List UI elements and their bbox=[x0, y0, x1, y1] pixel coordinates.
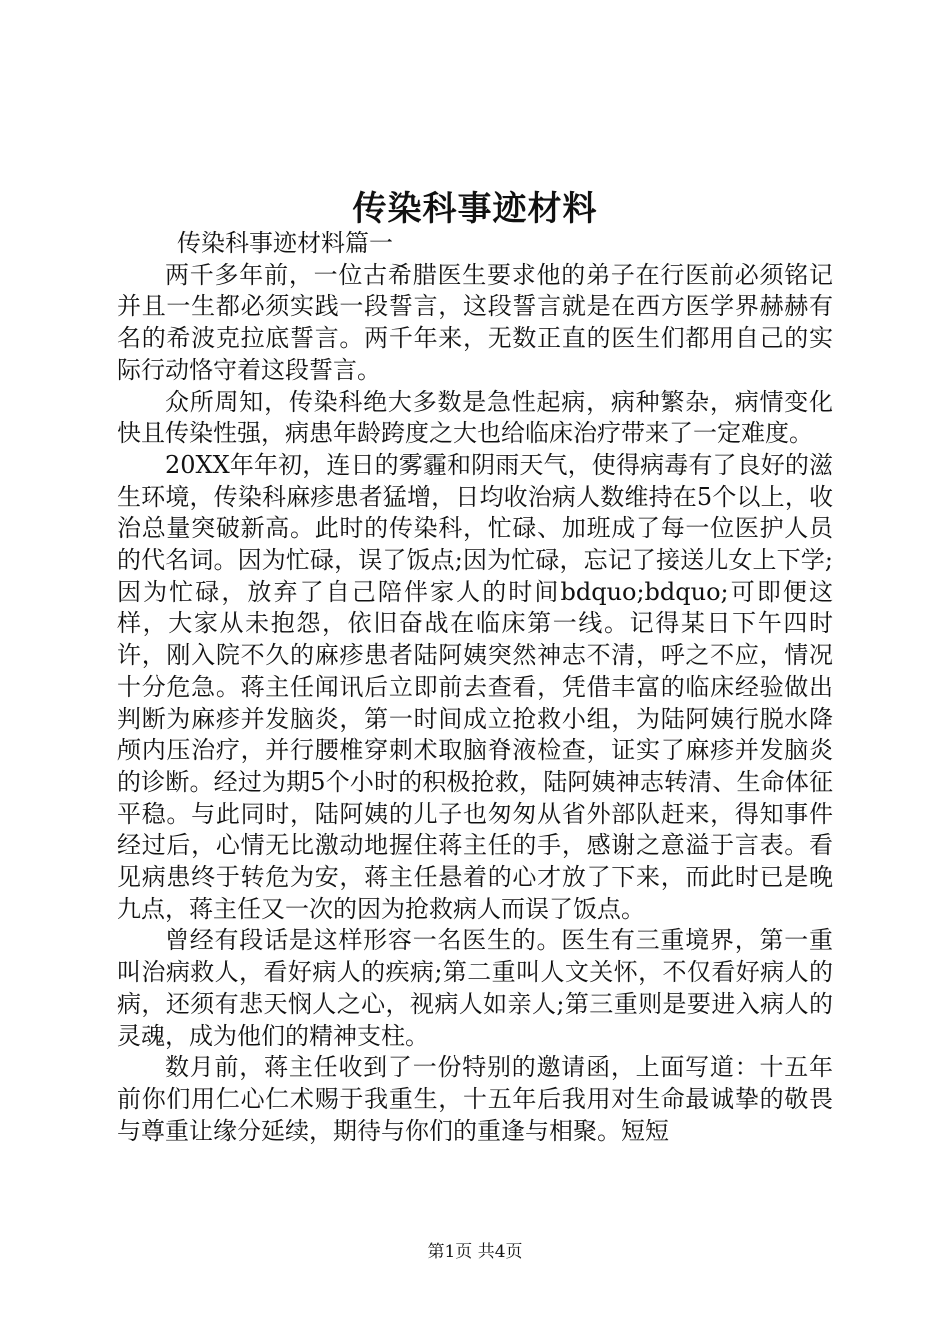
paragraph: 数月前，蒋主任收到了一份特别的邀请函，上面写道：十五年前你们用仁心仁术赐于我重生，十五年后我用对生命最诚挚的敬畏与尊重让缘分延续，期待与你们的重逢与相聚。短短 bbox=[117, 1053, 833, 1145]
paragraph: 众所周知，传染科绝大多数是急性起病，病种繁杂，病情变化快且传染性强，病患年龄跨度之大也给临床治疗带来了一定难度。 bbox=[117, 387, 833, 448]
paragraph: 曾经有段话是这样形容一名医生的。医生有三重境界，第一重叫治病救人，看好病人的疾病;第二重叫人文关怀，不仅看好病人的病，还须有悲天悯人之心，视病人如亲人;第三重则是要进入病人的灵魂，成为他们的精神支柱。 bbox=[117, 926, 833, 1050]
document-body bbox=[117, 228, 833, 1147]
page-footer: 第1页 共4页 bbox=[427, 1242, 523, 1262]
section-subheading: 传染科事迹材料篇一 bbox=[177, 229, 393, 257]
paragraph: 20XX年年初，连日的雾霾和阴雨天气，使得病毒有了良好的滋生环境，传染科麻疹患者猛增，日均收治病人数维持在5个以上，收治总量突破新高。此时的传染科，忙碌、加班成了每一位医护人员的代名词。因为忙碌，误了饭点;因为忙碌，忘记了接送儿女上下学;因为忙碌，放弃了自己陪伴家人的时间bdquo;bdquo;可即便这样，大家从未抱怨，依旧奋战在临床第一线。记得某日下午四时许，刚入院不久的麻疹患者陆阿姨突然神志不清，呼之不应，情况十分危急。蒋主任闻讯后立即前去查看，凭借丰富的临床经验做出判断为麻疹并发脑炎，第一时间成立抢救小组，为陆阿姨行脱水降颅内压治疗，并行腰椎穿刺术取脑脊液检查，证实了麻疹并发脑炎的诊断。经过为期5个小时的积极抢救，陆阿姨神志转清、生命体征平稳。与此同时，陆阿姨的儿子也匆匆从省外部队赶来，得知事件经过后，心情无比激动地握住蒋主任的手，感谢之意溢于言表。看见病患终于转危为安，蒋主任悬着的心才放了下来，而此时已是晚九点，蒋主任又一次的因为抢救病人而误了饭点。 bbox=[117, 450, 833, 923]
document-title: 传染科事迹材料 bbox=[352, 189, 598, 229]
paragraph: 两千多年前，一位古希腊医生要求他的弟子在行医前必须铭记并且一生都必须实践一段誓言，这段誓言就是在西方医学界赫赫有名的希波克拉底誓言。两千年来，无数正直的医生们都用自己的实际行动恪守着这段誓言。 bbox=[117, 260, 833, 384]
